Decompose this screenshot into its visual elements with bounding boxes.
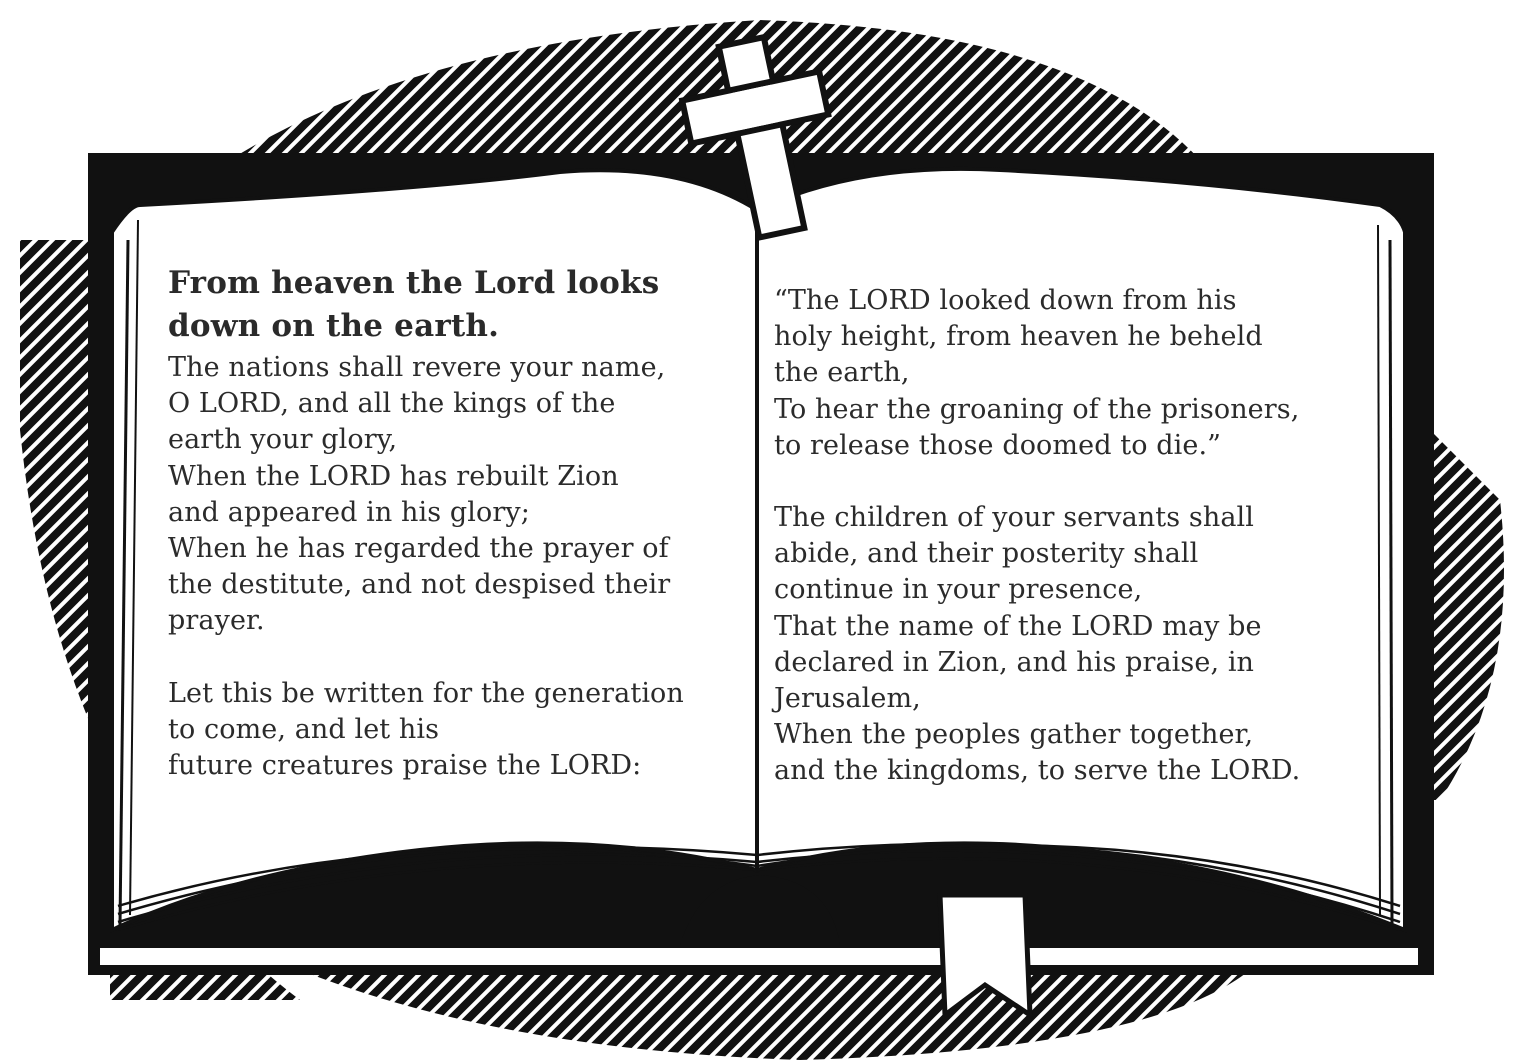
hatch-line [1160, 0, 1330, 170]
verse-line: earth your glory, [168, 424, 398, 456]
verse-line: The nations shall revere your name, [168, 352, 666, 383]
hatch-line [1512, 400, 1531, 820]
verse-line: continue in your presence, [774, 574, 1143, 606]
left-stanza-2 [168, 676, 748, 785]
hatch-line [1245, 0, 1415, 170]
left-page-text [168, 262, 748, 784]
verse-line: Let this be written for the generation [168, 677, 684, 709]
verse-line: When he has regarded the prayer of [168, 533, 669, 565]
right-stanza-1 [774, 283, 1374, 464]
verse-line: the destitute, and not despised their [168, 569, 671, 601]
hatch-line [0, 960, 102, 1062]
verse-line: and the kingdoms, to serve the LORD. [774, 755, 1301, 787]
verse-line: holy height, from heaven he beheld [774, 321, 1263, 353]
hatch-line [72, 0, 242, 170]
verse-line: and appeared in his glory; [168, 496, 530, 528]
hatch-line [21, 0, 191, 170]
hatch-line [0, 230, 37, 1010]
hatch-line [0, 0, 106, 170]
verse-line: abide, and their posterity shall [774, 538, 1199, 570]
verse-line: declared in Zion, and his praise, in [774, 646, 1255, 678]
hatch-line [1258, 960, 1360, 1062]
hatch-line [17, 960, 119, 1062]
hatch-line [1241, 960, 1343, 1062]
hatch-line [1262, 0, 1432, 170]
right-page-text [774, 283, 1374, 790]
hatch-line [1041, 0, 1211, 170]
verse-line: That the name of the LORD may be [774, 610, 1262, 642]
hatch-line [0, 0, 55, 170]
hatch-line [1126, 0, 1296, 170]
verse-line: When the peoples gather together, [774, 719, 1254, 751]
hatch-line [187, 960, 289, 1062]
verse-line: to release those doomed to die.” [774, 429, 1222, 461]
hatch-line [1211, 0, 1381, 170]
page-heading [168, 262, 748, 348]
hatch-line [1292, 960, 1394, 1062]
verse-line: to come, and let his [168, 713, 440, 745]
hatch-line [0, 230, 20, 1010]
hatch-line [89, 0, 259, 170]
hatch-line [1075, 0, 1245, 170]
verse-line: The children of your servants shall [774, 502, 1254, 534]
hatch-line [1194, 0, 1364, 170]
hatch-line [0, 0, 4, 170]
hatch-line [55, 0, 225, 170]
hatch-line [1296, 0, 1466, 170]
hatch-line [0, 230, 3, 1010]
hatch-line [38, 0, 208, 170]
hatch-line [106, 0, 276, 170]
hatch-line [0, 0, 123, 170]
hatch-line [1177, 0, 1347, 170]
verse-line: When the LORD has rebuilt Zion [168, 460, 619, 492]
heading-line: From heaven the Lord looks [168, 265, 660, 301]
hatch-line [0, 0, 21, 170]
hatch-line [0, 0, 157, 170]
hatch-line [1109, 0, 1279, 170]
hatch-line [0, 0, 72, 170]
hatch-line [204, 960, 306, 1062]
hatch-line [4, 0, 174, 170]
hatch-line [0, 0, 38, 170]
hatch-line [238, 960, 340, 1062]
right-stanza-2 [774, 500, 1374, 790]
hatch-line [221, 960, 323, 1062]
left-stanza-1 [168, 350, 748, 640]
hatch-line [1092, 0, 1262, 170]
hatch-line [1275, 960, 1377, 1062]
verse-line: future creatures praise the LORD: [168, 750, 642, 782]
verse-line: the earth, [774, 357, 910, 389]
verse-line: “The LORD looked down from his [774, 285, 1237, 316]
verse-line: O LORD, and all the kings of the [168, 388, 616, 420]
heading-line: down on the earth. [168, 308, 500, 344]
hatch-line [1058, 0, 1228, 170]
hatch-line [1228, 0, 1398, 170]
hatch-line [1279, 0, 1449, 170]
hatch-line [0, 0, 140, 170]
hatch-line [0, 0, 89, 170]
verse-line: To hear the groaning of the prisoners, [774, 393, 1300, 425]
hatch-line [1143, 0, 1313, 170]
verse-line: Jerusalem, [774, 683, 921, 715]
verse-line: prayer. [168, 605, 265, 637]
hatch-line [255, 960, 357, 1062]
